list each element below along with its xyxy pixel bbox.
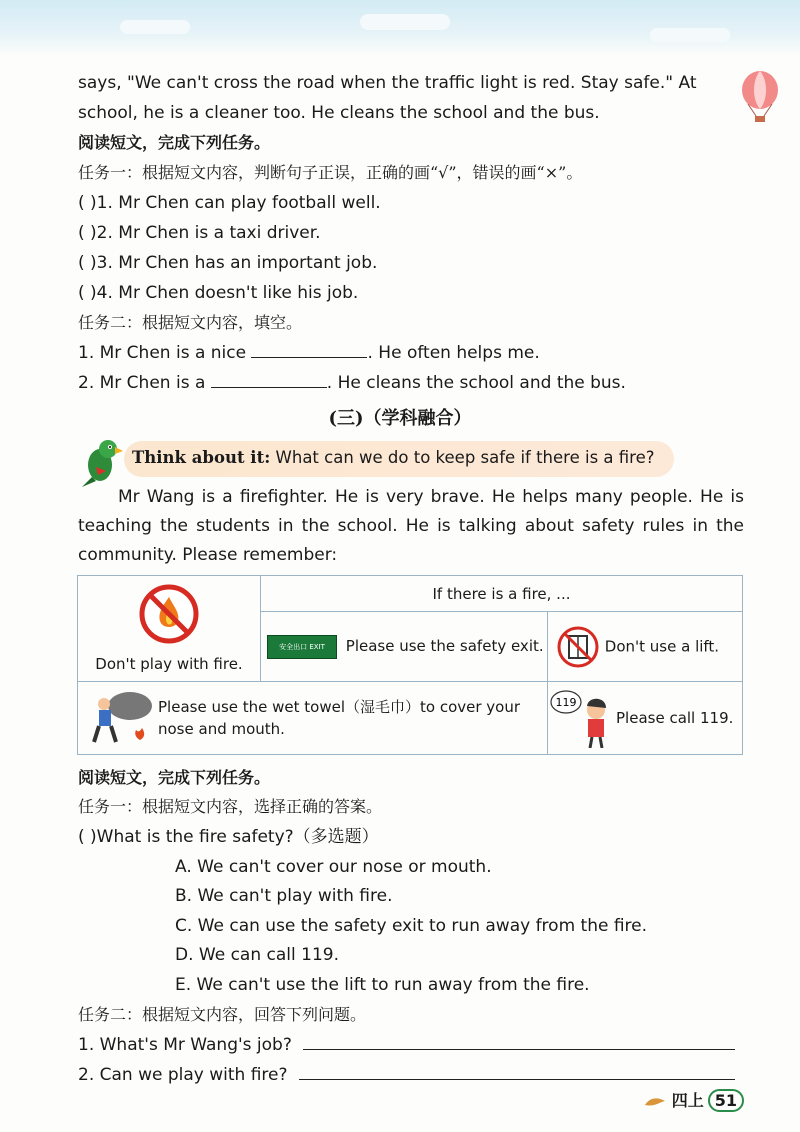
hot-air-balloon-icon — [738, 70, 782, 124]
answer-paren[interactable]: ( ) — [78, 827, 97, 847]
tf-statement: 1. Mr Chen can play football well. — [96, 193, 381, 213]
no-fire-cell — [78, 576, 261, 682]
think-about-it — [132, 448, 654, 467]
call-119-icon — [550, 688, 616, 748]
mc-question — [78, 826, 379, 848]
fill-blank[interactable] — [211, 373, 327, 388]
call-bubble-text: 119 — [555, 696, 577, 709]
exit-cell — [261, 612, 548, 682]
fill-text: 1. Mr Chen is a nice — [78, 343, 247, 363]
question-text: What is the fire safety?（多选题） — [96, 827, 379, 847]
answer-paren[interactable]: ( ) — [78, 283, 97, 303]
tf-statement: 2. Mr Chen is a taxi driver. — [96, 223, 321, 243]
escape-smoke-icon — [84, 690, 154, 746]
fill-text: 2. Mr Chen is a — [78, 373, 206, 393]
answer-paren[interactable]: ( ) — [78, 193, 97, 213]
think-question: What can we do to keep safe if there is a fire? — [275, 448, 655, 467]
read-heading: 阅读短文，完成下列任务。 — [78, 768, 271, 787]
answer-question — [78, 1064, 735, 1086]
fill-text: . He cleans the school and the bus. — [326, 373, 626, 393]
read-heading: 阅读短文，完成下列任务。 — [78, 133, 271, 152]
tf-statement: 3. Mr Chen has an important job. — [96, 253, 378, 273]
lift-text: Don't use a lift. — [604, 637, 720, 655]
safety-rules-table — [77, 575, 743, 755]
no-fire-icon — [138, 583, 200, 645]
task2-instruction: 任务二：根据短文内容，回答下列问题。 — [78, 1005, 367, 1024]
passage-line: school, he is a cleaner too. He cleans the school and the bus. — [78, 103, 600, 123]
task1-instruction: 任务一：根据短文内容，选择正确的答案。 — [78, 797, 383, 816]
towel-text: Please use the wet towel（湿毛巾）to cover your nose and mouth. — [158, 698, 521, 738]
mc-option: D. We can call 119. — [175, 945, 339, 965]
cloud-decoration — [120, 20, 190, 34]
fill-item — [78, 372, 626, 394]
passage-line: says, "We can't cross the road when the traffic light is red. Stay safe." At — [78, 73, 697, 93]
tf-item — [78, 282, 358, 304]
tf-statement: 4. Mr Chen doesn't like his job. — [96, 283, 359, 303]
fill-text: . He often helps me. — [367, 343, 540, 363]
no-fire-text: Don't play with fire. — [95, 655, 243, 673]
fill-blank[interactable] — [251, 343, 367, 358]
lift-cell — [548, 612, 743, 682]
think-label: Think about it: — [132, 448, 271, 467]
answer-line[interactable] — [303, 1035, 735, 1050]
call-cell — [548, 682, 743, 755]
question-text: 1. What's Mr Wang's job? — [78, 1035, 292, 1055]
cloud-decoration — [650, 28, 730, 42]
bird-icon — [644, 1095, 666, 1109]
towel-cell — [78, 682, 548, 755]
tf-item — [78, 222, 321, 244]
tf-item — [78, 252, 377, 274]
no-lift-icon — [556, 625, 600, 669]
table-header: If there is a fire, ... — [261, 576, 743, 612]
answer-question — [78, 1034, 735, 1056]
exit-sign-icon: 安全出口 EXIT — [267, 635, 337, 659]
mc-option: A. We can't cover our nose or mouth. — [175, 857, 492, 877]
grade-label: 四上 — [671, 1091, 704, 1110]
section-title: (三)（学科融合） — [328, 408, 472, 429]
task2-instruction: 任务二：根据短文内容，填空。 — [78, 313, 303, 332]
call-text: Please call 119. — [616, 709, 734, 727]
answer-paren[interactable]: ( ) — [78, 223, 97, 243]
page-footer — [644, 1088, 744, 1112]
task1-instruction: 任务一：根据短文内容，判断句子正误，正确的画“√”，错误的画“×”。 — [78, 163, 583, 182]
passage: Mr Wang is a firefighter. He is very brave. He helps many people. He is teaching the students in the school. He is talking about safety rules in the community. Please remember: — [78, 487, 744, 565]
mc-option: C. We can use the safety exit to run away from the fire. — [175, 916, 648, 936]
question-text: 2. Can we play with fire? — [78, 1065, 288, 1085]
exit-text: Please use the safety exit. — [345, 637, 544, 655]
answer-paren[interactable]: ( ) — [78, 253, 97, 273]
fill-item — [78, 342, 540, 364]
parrot-icon — [78, 437, 124, 487]
mc-option: B. We can't play with fire. — [175, 886, 393, 906]
page-number: 51 — [708, 1089, 744, 1112]
tf-item — [78, 192, 381, 214]
mc-option: E. We can't use the lift to run away from the fire. — [175, 975, 590, 995]
cloud-decoration — [360, 14, 450, 30]
answer-line[interactable] — [299, 1065, 735, 1080]
